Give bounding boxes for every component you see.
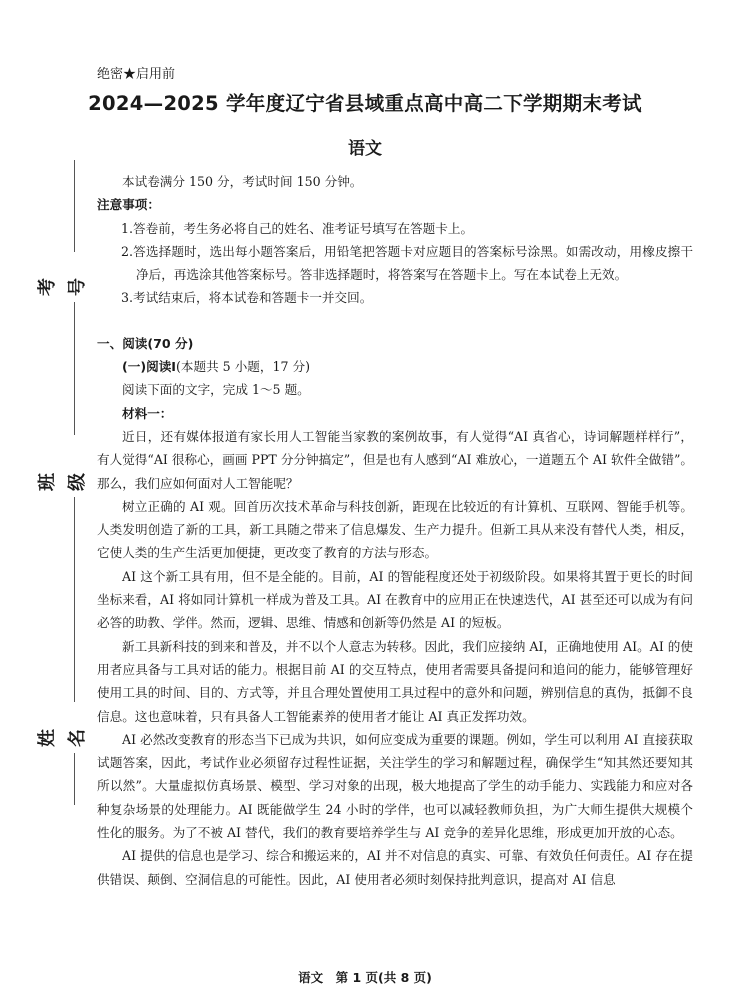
material-heading: 材料一： bbox=[122, 405, 173, 421]
secret-mark: 绝密★启用前 bbox=[97, 67, 176, 82]
name-label: 姓名 bbox=[33, 723, 93, 753]
subject-title: 语文 bbox=[348, 139, 382, 159]
body-paragraph: AI 必然改变教育的形态当下已成为共识，如何应变成为重要的课题。例如，学生可以利用 AI 直接获取试题答案，因此，考试作业必须留存过程性证据，关注学生的学习和解题过程，确保学生“知其然还要知其所以然”。大量虚拟仿真场景、模型、学习对象的出现，极大地提高了学生的动手能力、实践能力和应对各种复杂场景的处理能力。AI 既能做学生 24 小时的学伴，也可以减轻教师负担，为广大师生提供大规模个性化的服务。为了不被 AI 替代，我们的教育要培养学生与 AI 竞争的差异化思维，形成更加开放的心态。 bbox=[97, 731, 693, 841]
body-paragraph: AI 这个新工具有用，但不是全能的。目前，AI 的智能程度还处于初级阶段。如果将其置于更长的时间坐标来看，AI 将如同计算机一样成为普及工具。AI 在教育中的应用正在快速迭代，AI 甚至还可以成为有问必答的助教、学伴。然而，逻辑、思维、情感和创新等仍然是 AI 的短板。 bbox=[97, 568, 693, 631]
section-heading: 一、阅读(70 分) bbox=[97, 335, 194, 351]
binding-line bbox=[74, 745, 75, 805]
notes-heading: 注意事项： bbox=[97, 197, 160, 213]
document-body bbox=[97, 170, 693, 891]
subsection-heading bbox=[97, 355, 693, 378]
intro-text: 本试卷满分 150 分，考试时间 150 分钟。 bbox=[122, 174, 363, 189]
body-paragraph: 树立正确的 AI 观。回首历次技术革命与科技创新，距现在比较近的有计算机、互联网、智能手机等。人类发明创造了新的工具，新工具随之带来了信息爆发、生产力提升。但新工具从来没有替代人类，相反，它使人类的生产生活更加便捷，更改变了教育的方法与形态。 bbox=[97, 498, 693, 561]
subsection-label: (一)阅读Ⅰ bbox=[122, 359, 176, 375]
class-label: 班级 bbox=[33, 467, 93, 497]
body-paragraph: AI 提供的信息也是学习、综合和搬运来的，AI 并不对信息的真实、可靠、有效负任何责任。AI 存在提供错误、颠倒、空洞信息的可能性。因此，AI 使用者必须时刻保持批判意识，提高对 AI 信息 bbox=[97, 848, 693, 887]
binding-line bbox=[74, 490, 75, 702]
note-item: 3.考试结束后，将本试卷和答题卡一并交回。 bbox=[121, 290, 373, 306]
note-item: 1.答卷前，考生务必将自己的姓名、准考证号填写在答题卡上。 bbox=[121, 220, 474, 236]
body-paragraph: 新工具新科技的到来和普及，并不以个人意志为转移。因此，我们应接纳 AI，正确地使用 AI。AI 的使用者应具备与工具对话的能力。根据目前 AI 的交互特点，使用者需要具备提问和追问的能力，能够管理好使用工具的时间、目的、方式等，并且合理处置使用工具过程中的意外和问题，辨别信息的真伪，抵御不良信息。这也意味着，只有具备人工智能素养的使用者才能让 AI 真正发挥功效。 bbox=[97, 638, 693, 724]
body-paragraph: 近日，还有媒体报道有家长用人工智能当家教的案例故事，有人觉得“AI 真省心，诗词解题样样行”，有人觉得“AI 很称心，画画 PPT 分分钟搞定”，但是也有人感到“AI 难放心，一道题五个 AI 软件全做错”。那么，我们应如何面对人工智能呢？ bbox=[97, 428, 693, 491]
binding-line bbox=[74, 160, 75, 252]
page-footer: 语文 第 1 页(共 8 页) bbox=[298, 970, 432, 985]
exam-title: 2024—2025 学年度辽宁省县域重点高中高二下学期期末考试 bbox=[88, 92, 642, 115]
note-item: 2.答选择题时，选出每小题答案后，用铅笔把答题卡对应题目的答案标号涂黑。如需改动，用橡皮擦干净后，再选涂其他答案标号。答非选择题时，将答案写在答题卡上。写在本试卷上无效。 bbox=[121, 243, 693, 283]
binding-line bbox=[74, 295, 75, 435]
subsection-detail: (本题共 5 小题，17 分) bbox=[175, 359, 311, 375]
reading-instruction: 阅读下面的文字，完成 1～5 题。 bbox=[122, 382, 310, 398]
exam-number-label: 考号 bbox=[33, 272, 93, 302]
